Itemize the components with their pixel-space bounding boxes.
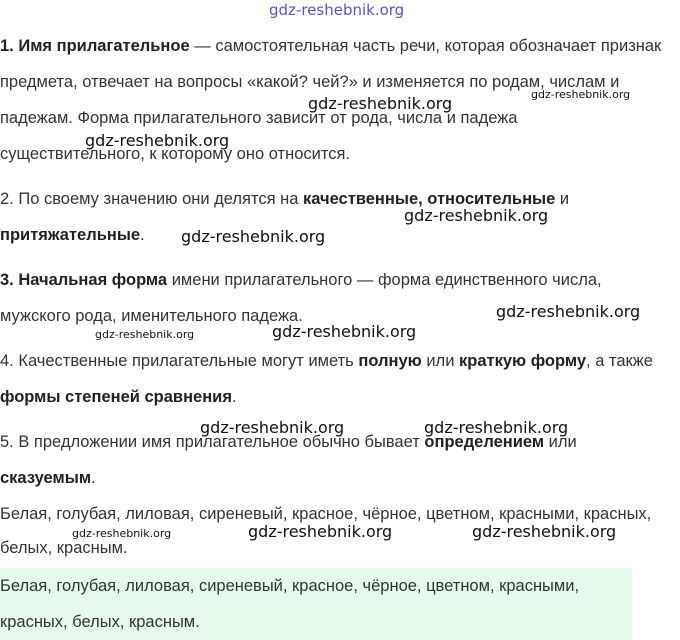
p4-lead: 4. Качественные прилагательные могут иметь — [0, 352, 354, 370]
p3-number: 3. — [0, 271, 14, 289]
p4-term3: формы степеней сравнения — [0, 388, 232, 406]
p5-lead: 5. В предложении имя прилагательное обычно бывает — [0, 433, 420, 451]
watermark: gdz-reshebnik.org — [181, 227, 326, 246]
p4-mid: , а также — [586, 352, 653, 370]
p2-term2: притяжательные — [0, 226, 141, 244]
watermark: gdz-reshebnik.org — [496, 302, 641, 321]
watermark: gdz-reshebnik.org — [72, 527, 172, 540]
p4-term1: полную — [358, 352, 422, 370]
p4-term2: краткую форму — [459, 352, 587, 370]
p5-or: или — [548, 433, 577, 451]
p5-term1: определением — [424, 433, 545, 451]
p4-end: . — [231, 388, 237, 406]
paragraph-4 — [0, 343, 665, 415]
watermark: gdz-reshebnik.org — [85, 131, 230, 150]
p1-term: Имя прилагательное — [18, 37, 190, 55]
watermark: gdz-reshebnik.org — [272, 322, 417, 341]
p3-text: имени прилагательного — форма единственного числа, мужского рода, именительного падежа. — [0, 271, 602, 325]
watermark: gdz-reshebnik.org — [308, 94, 453, 113]
word-list: Белая, голубая, лиловая, сиреневый, красное, чёрное, цветном, красными, красных, белых, красным. — [0, 505, 652, 557]
p5-end: . — [91, 469, 96, 487]
p5-term2: сказуемым — [0, 469, 92, 487]
p1-number: 1. — [0, 37, 14, 55]
watermark: gdz-reshebnik.org — [424, 418, 569, 437]
watermark: gdz-reshebnik.org — [200, 418, 345, 437]
p1-text: — самостоятельная часть речи, которая обозначает признак предмета, отвечает на вопросы «какой? чей?» и изменяется по родам, числам и падежам. Форма прилагательного зависит от рода, числа и падежа существительного, к которому оно относится. — [0, 37, 662, 163]
watermark: gdz-reshebnik.org — [248, 522, 393, 541]
p2-term1: качественные, относительные — [303, 190, 556, 208]
answer-text: Белая, голубая, лиловая, сиреневый, красное, чёрное, цветном, красными, красных, белых, красным. — [0, 577, 580, 631]
watermark: gdz-reshebnik.org — [95, 328, 195, 341]
p2-lead: 2. По своему значению они делятся на — [0, 190, 299, 208]
p4-or: или — [426, 352, 455, 370]
watermark: gdz-reshebnik.org — [404, 206, 549, 225]
watermark: gdz-reshebnik.org — [472, 522, 617, 541]
watermark: gdz-reshebnik.org — [531, 88, 631, 101]
watermark-top: gdz-reshebnik.org — [269, 1, 405, 19]
paragraph-2 — [0, 181, 665, 253]
p3-term: Начальная форма — [18, 271, 168, 289]
p2-and: и — [559, 190, 570, 208]
p2-end: . — [140, 226, 145, 244]
